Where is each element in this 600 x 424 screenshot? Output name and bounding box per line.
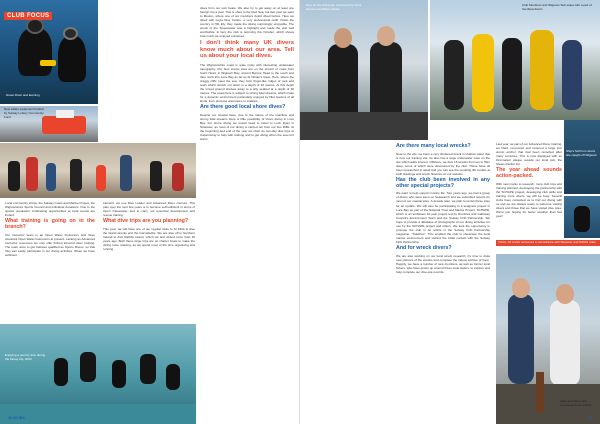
diver-mask-b bbox=[63, 27, 78, 40]
right-column-2 bbox=[496, 142, 562, 220]
person-5 bbox=[96, 165, 106, 191]
boat-deck bbox=[300, 112, 428, 140]
right-page bbox=[300, 0, 600, 424]
pool-diver-3 bbox=[112, 360, 126, 388]
heading-involved: Has the club been involved in any other special projects? bbox=[396, 176, 490, 189]
crew-head-2 bbox=[377, 26, 395, 46]
future-paragraph: With new marks to research, more club trips and training planned, developing the partnership with the SCHAPE project, developing club skills and training more divers, we will be busy. Several clubs have contacted us to find out diving with us and we are always ready to welcome visiting divers and those that we have visited dive sites. We're just hoping for better weather than last year! bbox=[496, 181, 562, 219]
yellow-reel bbox=[40, 60, 56, 66]
caption-crew: Dive for the club boat, recovered by Chris Harmon and Barry Dowie bbox=[306, 3, 362, 11]
heading-trips: What dive trips are you planning? bbox=[103, 218, 189, 225]
group-member-2 bbox=[472, 34, 494, 112]
heading-forward: And for wreck divers? bbox=[396, 245, 452, 251]
left-column-2 bbox=[103, 201, 195, 253]
group-member-4 bbox=[530, 30, 554, 110]
forward-paragraph: We are also working on our local wreck research; it's time to draw new pictures of the wrecks and complete the videos archive of them. Happily, we have a number of new members, as well as former local fishers, who have grown up around these local waters, to explore and help complete our dive-site records. bbox=[396, 253, 490, 274]
person-3 bbox=[46, 163, 56, 191]
anchor-person-2 bbox=[550, 300, 580, 386]
caption-pool: Enjoying a pool try dive during the Moray trip, 2023 bbox=[5, 353, 46, 361]
left-column-1 bbox=[5, 201, 95, 259]
foreign-trips-paragraph: dives from our own boats. We also try to get away on at least one foreign trip a year. This is often to the Red Sea, but last year we went to Mexico, where one of our members Astrid dived before. Here we dived with Leyla Dive Centre, a very professional outfit. Down the country in Hill, Ely, they made the diving surprisingly enjoyable. The wreck of the Sweetwater was a highlight and made the visit well worthwhile. In fact, the club is returning this October, which shows how much we enjoyed ourselves. bbox=[200, 6, 294, 39]
right-folio: 27 bbox=[588, 416, 592, 420]
pool-photo bbox=[0, 324, 196, 424]
anchor-paragraph: Last year, as part of our Advanced Diver training, we lifted, recovered and restored a large iron stomp anchor that had been recorded after many centuries. This is now displayed with an information plaque outside our local pub, the Steam Packet Inn. bbox=[496, 142, 562, 167]
left-folio: 26 SCUBA bbox=[8, 416, 25, 420]
person-7 bbox=[150, 161, 162, 191]
caption-wreck-side: Ship's hull from wreck site caught off Wigtown bbox=[566, 149, 597, 157]
diver-figure-a bbox=[18, 28, 52, 76]
caption-anchor: Giles and Chris with recovered Hurst anchor bbox=[560, 399, 592, 407]
pool-diver-1 bbox=[54, 358, 68, 386]
lifeboat bbox=[42, 116, 86, 134]
heading-wrecks: Are there many local wrecks? bbox=[396, 143, 471, 149]
caption-group: Club Members and Wigtown Sub-Aqua with a pair of riverboat divers bbox=[522, 3, 592, 11]
group-member-5 bbox=[562, 40, 582, 110]
local-dives-paragraph: The Wigtownshire coast is quite rocky with interesting underwater topography. Our best scenic sites are on the stretch of coast from Cairn Head, in Wigtown Bay, around Burrow Head to the south and then north into Luce Bay as far as St Ninian's Cave. Here, where the craggy cliffs meet the sea, they form finger-like ridges of rock and reefs which stretch out down to a depth of 18 metres. At this depth the mixed ground shelves away to a silty seabed at a depth of 30 metres. The coast here is subject to strong tidal streams, which make for a dynamic environment particularly enjoyed by filter feeders of all kinds, from plumose anemones to scallops. bbox=[200, 62, 294, 104]
section-header bbox=[4, 4, 52, 22]
caption-lifeboat: New safety equipment funded by Solway Lottery Community Fund bbox=[4, 107, 44, 119]
right-column-1 bbox=[396, 142, 490, 276]
training-paragraph: Our instructor team is an Open Water Instructors and three Assistant Open Water Instructors at present. Lacking an Advanced Instructor resources we only offer limited inbound diver training. The team aims to get trainees qualified as Sports Divers, so that they can easily participate in our diving activities. When we have sufficient bbox=[5, 232, 95, 257]
heading-training: What training is going on in the branch? bbox=[5, 218, 95, 230]
group-member-3 bbox=[502, 38, 522, 110]
caption-divers: Green Diver and learning bbox=[6, 93, 40, 97]
person-8 bbox=[172, 163, 184, 191]
red-caption-box: Visitor. All marks recovered in accordance with Receiver and SWAG rules bbox=[496, 240, 600, 246]
anchor-shank bbox=[536, 372, 544, 412]
pool-floor bbox=[0, 404, 196, 424]
heading-future: The year ahead sounds action-packed. bbox=[496, 167, 562, 179]
small-diver bbox=[574, 206, 590, 232]
lifeboat-cabin bbox=[56, 110, 74, 118]
diver-figure-b bbox=[58, 36, 86, 82]
training-photo bbox=[0, 143, 196, 198]
anchor-head-2 bbox=[556, 284, 574, 304]
club-focus-tag: CLUB FOCUS bbox=[4, 12, 52, 20]
person-6 bbox=[120, 155, 132, 191]
pool-diver-2 bbox=[80, 352, 96, 382]
middle-column bbox=[200, 6, 294, 143]
pool-diver-4 bbox=[140, 354, 156, 384]
intro-continued: element, we use Dive Leader and Advanced Diver courses. This plan over the next few years is to become self-sufficient in terms of Open Classwater and to carry out essential development and rescue training. bbox=[103, 201, 195, 218]
shore-dives-paragraph: Despite our coastal base, due to the nature of the coastline and strong tidal streams there is little possibility of shore diving in Luce Bay. For shore diving we would need to travel to Loch Ryan in Stranraer, as most of our diving is carried out from our two RIBs. At the beginning and end of the year we often do two-day dive trips to Capernwray to help with training and to get diving when the sea isn't warm. bbox=[200, 113, 294, 142]
involved-paragraph: We want to help support marine life. Two years ago, we had a group of divers who were keen on Seasearch and we submitted reports for most of our coastal sites. A decade later, we plan to revisit these sites for an update. We will also be participating in a seagrass project in Luce Bay as part of the National Trust and Marine Project. SCHAPE, which is an ambitious 10-year project led by Dumfries and Galloway Council's Environment Team and the Solway Firth Partnership. We hope to provide a database of photographs of our diving activities for use by the SCHAPE project and others. We took the opportunity to promote the club in an article in the Solway Firth Partnership magazine, "Tidelines". This enabled the club to showcase the local marine environment and started the initial contact with the Solway Firth Partnership. bbox=[396, 191, 490, 244]
anchor-head-1 bbox=[512, 278, 530, 298]
pool-diver-5 bbox=[166, 364, 180, 390]
wrecks-paragraph: Near to the site, we have a very sheltered wreck in shallow water that is now our training site. Its also has a large underwater cave on the site which adds interest. Offshore, we dive 15 wrecks from ten to 50m deep, some of which were discovered by the club. These have all been researched in detail and you can see the resulting 3D models at swift drawings and wreck histories on our website. bbox=[396, 151, 490, 176]
anchor-person-1 bbox=[508, 294, 534, 384]
pull-quote: I don't think many UK divers know much about our area. Tell us about your local dives. bbox=[200, 40, 294, 59]
crew-photo bbox=[300, 0, 428, 140]
group-photo bbox=[430, 0, 600, 120]
intro-paragraph: Local community shops, the Solway Coast and Marine Project, the Wigtownshire Sports Council and individual donations. Due to the sparse population, fundraising opportunities at local events are limited. bbox=[5, 201, 95, 218]
person-1 bbox=[8, 161, 20, 191]
group-member-1 bbox=[444, 40, 464, 110]
heading-shore-dives: Are there good local shore dives? bbox=[200, 104, 286, 111]
diver-small-photo bbox=[564, 196, 600, 238]
trips-paragraph: This year, we will have one of our regular visits to St Kilda to dive the island wrecks and the Garvellachs. We are also off to Northern Ireland to dive Rathlin Island, which we last visited more than 10 years ago. Both these large trips are on charter boats to make the diving more relaxing, as we spend most of the time organising and running bbox=[103, 226, 195, 252]
crew-head-1 bbox=[334, 28, 352, 48]
person-2 bbox=[26, 157, 38, 191]
person-4 bbox=[70, 159, 82, 191]
